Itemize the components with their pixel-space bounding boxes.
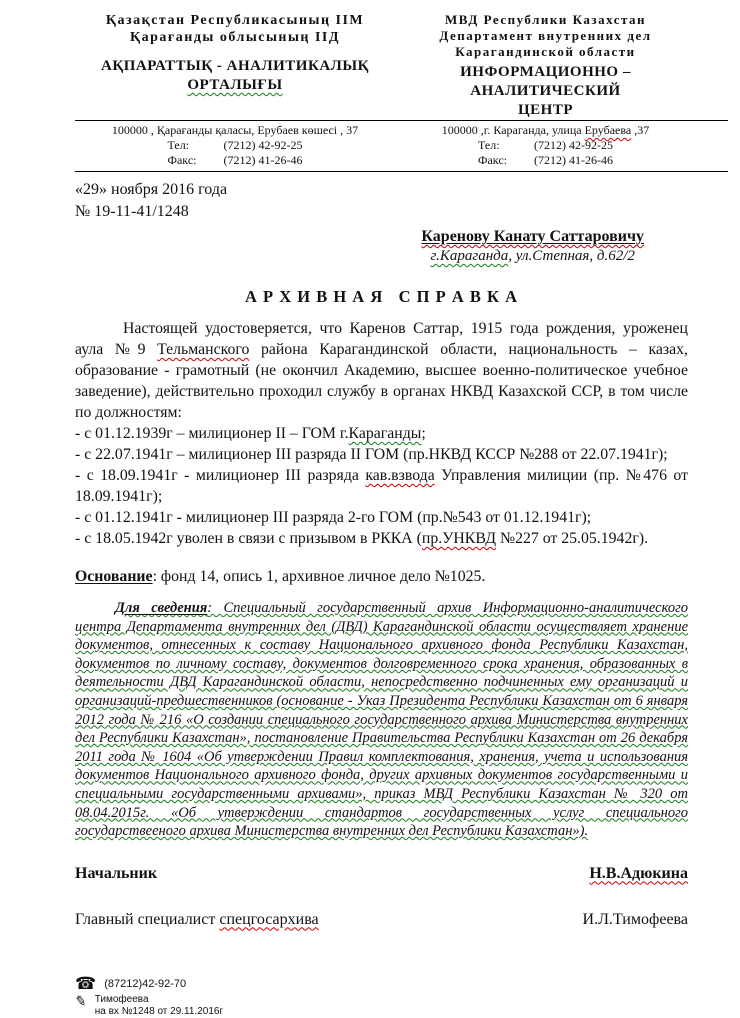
letterhead-right-address-pre: 100000 ,г. Караганда, улица <box>441 123 585 137</box>
footer-phone-row <box>75 973 688 993</box>
item-text: - с 01.12.1939г – милиционер II – ГОМ г. <box>75 425 349 442</box>
service-record-item <box>75 423 688 444</box>
item-text: - с 18.09.1941г - милиционер III разряда <box>75 467 366 484</box>
addressee-address-city: г.Караганда <box>430 248 509 264</box>
fax-value: (7212) 41-26-46 <box>223 153 303 167</box>
telephone-icon: ☎ <box>75 973 97 993</box>
footer-reference-line: на вх №1248 от 29.11.2016г <box>94 1005 224 1017</box>
letterhead-left-line2: Қарағанды облысының ІІД <box>129 30 341 45</box>
addressee-name <box>421 226 644 247</box>
reference-block <box>75 179 688 223</box>
pen-icon: ✎ <box>73 991 89 1010</box>
footer-block <box>73 973 688 1018</box>
letterhead-addresses <box>75 121 688 171</box>
signature-position <box>75 909 319 930</box>
letterhead-left-address: 100000 , Қарағанды қаласы, Ерубаев көшесі , 37 <box>111 123 359 137</box>
letterhead-right-address <box>403 123 688 138</box>
letterhead-right-line3: Карагандинской области <box>455 44 636 59</box>
tel-label: Тел: <box>167 138 190 152</box>
basis-line <box>75 566 688 587</box>
letterhead-right-org-name-1: ИНФОРМАЦИОННО –АНАЛИТИЧЕСКИЙ <box>460 64 631 99</box>
letterhead-right-org-name-2: ЦЕНТР <box>517 102 573 118</box>
letterhead-right-line1: МВД Республики Казахстан <box>444 12 647 27</box>
letterhead-left-fax-row <box>75 153 395 168</box>
signature-row-specialist <box>75 909 688 930</box>
addressee-name-underline <box>421 228 644 245</box>
item-text: - с 18.05.1942г уволен в связи с призывом в РККА ( <box>75 530 422 547</box>
signature-position: Начальник <box>75 864 158 882</box>
basis-text: : фонд 14, опись 1, архивное личное дело №1025. <box>152 568 486 585</box>
intro-part-2: района Карагандинской области, национальность – казах, образование - грамотный (не окончил Академию, высшее военно-политическое учебное заведение), действительно проходил службу в органах НКВД Казахской ССР, в том числе по должностям: <box>75 341 688 421</box>
document-date: «29» ноября 2016 года <box>75 181 228 198</box>
tel-value: (7212) 42-92-25 <box>534 138 613 152</box>
addressee-address <box>421 247 644 266</box>
letterhead-right <box>403 12 688 120</box>
item-text: - с 01.12.1941г - милиционер III разряда 2-го ГОМ (пр.№543 от 01.12.1941г); <box>75 509 592 526</box>
letterhead-right-address-street: Ерубаева <box>584 123 632 137</box>
letterhead-right-line2: Департамент внутренних дел <box>439 28 652 43</box>
letterhead-left-org-name-2 <box>75 76 395 95</box>
service-record-item <box>75 528 688 549</box>
item-marked-word: пр.УНКВД <box>421 530 497 547</box>
basis-label: Основание <box>75 568 153 585</box>
item-text: №227 от 25.05.1942г). <box>496 530 649 547</box>
item-marked-word: Караганды <box>348 425 422 442</box>
service-record-list <box>75 423 688 549</box>
tel-value: (7212) 42-92-25 <box>223 138 303 152</box>
letterhead-right-fax-row <box>403 153 688 168</box>
intro-paragraph <box>75 318 688 423</box>
letterhead-left-org-name-2-text: ОРТАЛЫҒЫ <box>187 77 283 93</box>
document-number: № 19-11-41/1248 <box>75 203 189 220</box>
intro-part-1: Настоящей удостоверяется, что Каренов Саттар, 1915 года рождения, уроженец аула №9 <box>75 320 688 358</box>
addressee-name-text: Каренову Канату Саттаровичу <box>421 228 644 245</box>
letterhead-orgs <box>75 12 688 120</box>
letterhead-left-tel-row <box>75 138 395 153</box>
letterhead <box>75 12 688 172</box>
footer-phone-number: (87212)42-92-70 <box>104 977 187 990</box>
fax-label: Факс: <box>167 153 197 167</box>
service-record-item <box>75 444 688 465</box>
fax-label: Факс: <box>478 153 507 167</box>
letterhead-left-org-name-1: АҚПАРАТТЫҚ - АНАЛИТИКАЛЫҚ <box>101 58 369 74</box>
addressee-address-rest: , ул.Степная, д.62/2 <box>508 248 635 264</box>
signature-row-chief <box>75 863 688 884</box>
note-paragraph <box>75 599 688 841</box>
letterhead-right-address-block <box>403 123 688 168</box>
letterhead-right-tel-row <box>403 138 688 153</box>
tel-label: Тел: <box>478 138 500 152</box>
note-label: Для сведения <box>115 600 208 616</box>
signature-name: И.Л.Тимофеева <box>582 910 688 928</box>
letterhead-left-line1: Қазақстан Республикасының ІІМ <box>105 13 365 28</box>
addressee-inner <box>421 226 644 266</box>
document-title: А Р Х И В Н А Я С П Р А В К А <box>244 287 519 306</box>
service-record-item <box>75 465 688 507</box>
signature-name-text: Н.В.Адюкина <box>589 864 688 882</box>
note-text: : Специальный государственный архив Информационно-аналитического центра Департамента внутренних дел (ДВД) Карагандинской области осуществляет хранение документов, отнесенных к составу Национального архивного фонда Республики Казахстан, документов по личному составу, документов долговременного срока хранения, образованных в деятельности ДВД Карагандинской области, непосредственно подчиненных ему организаций и организаций-предшественников (основание - Указ Президента Республики Казахстан от 6 января 2012 года № 216 «О создании специального государственного архива Министерства внутренних дел Республики Казахстан», постановление Правительства Республики Казахстан от 26 декабря 2011 года № 1604 «Об утверждении Правил комплектования, хранения, учета и использования документов Национального архивного фонда, других архивных документов государственными и специальными государственными архивами», приказ МВД Республики Казахстан № 320 от 08.04.2015г. «Об утверждении стандартов государственных услуг специального государствееного архива Министерства внутренних дел Республики Казахстан»). <box>75 600 688 840</box>
item-text: ; <box>421 425 426 442</box>
footer-executor-name: Тимофеева <box>94 993 149 1005</box>
addressee-block <box>75 226 644 266</box>
signature-name <box>589 863 688 884</box>
footer-executor-row <box>73 991 688 1018</box>
signature-position-marked: спецгосархива <box>219 910 319 928</box>
footer-executor-block <box>95 994 223 1018</box>
item-marked-word: кав.взвода <box>365 467 435 484</box>
service-record-item <box>75 507 688 528</box>
letterhead-left <box>75 12 403 120</box>
letterhead-rule-bottom <box>75 171 728 172</box>
intro-part-marked: Тельманского <box>157 341 250 358</box>
fax-value: (7212) 41-26-46 <box>534 153 613 167</box>
letterhead-left-address-block <box>75 123 403 168</box>
letterhead-right-address-post: ,37 <box>631 123 650 137</box>
item-text: Управления милиции (пр. №476 от 18.09.1941г); <box>75 467 689 505</box>
item-text: - с 22.07.1941г – милиционер III разряда II ГОМ (пр.НКВД КССР №288 от 22.07.1941г); <box>75 446 668 463</box>
signature-position-text: Главный специалист <box>75 910 220 928</box>
